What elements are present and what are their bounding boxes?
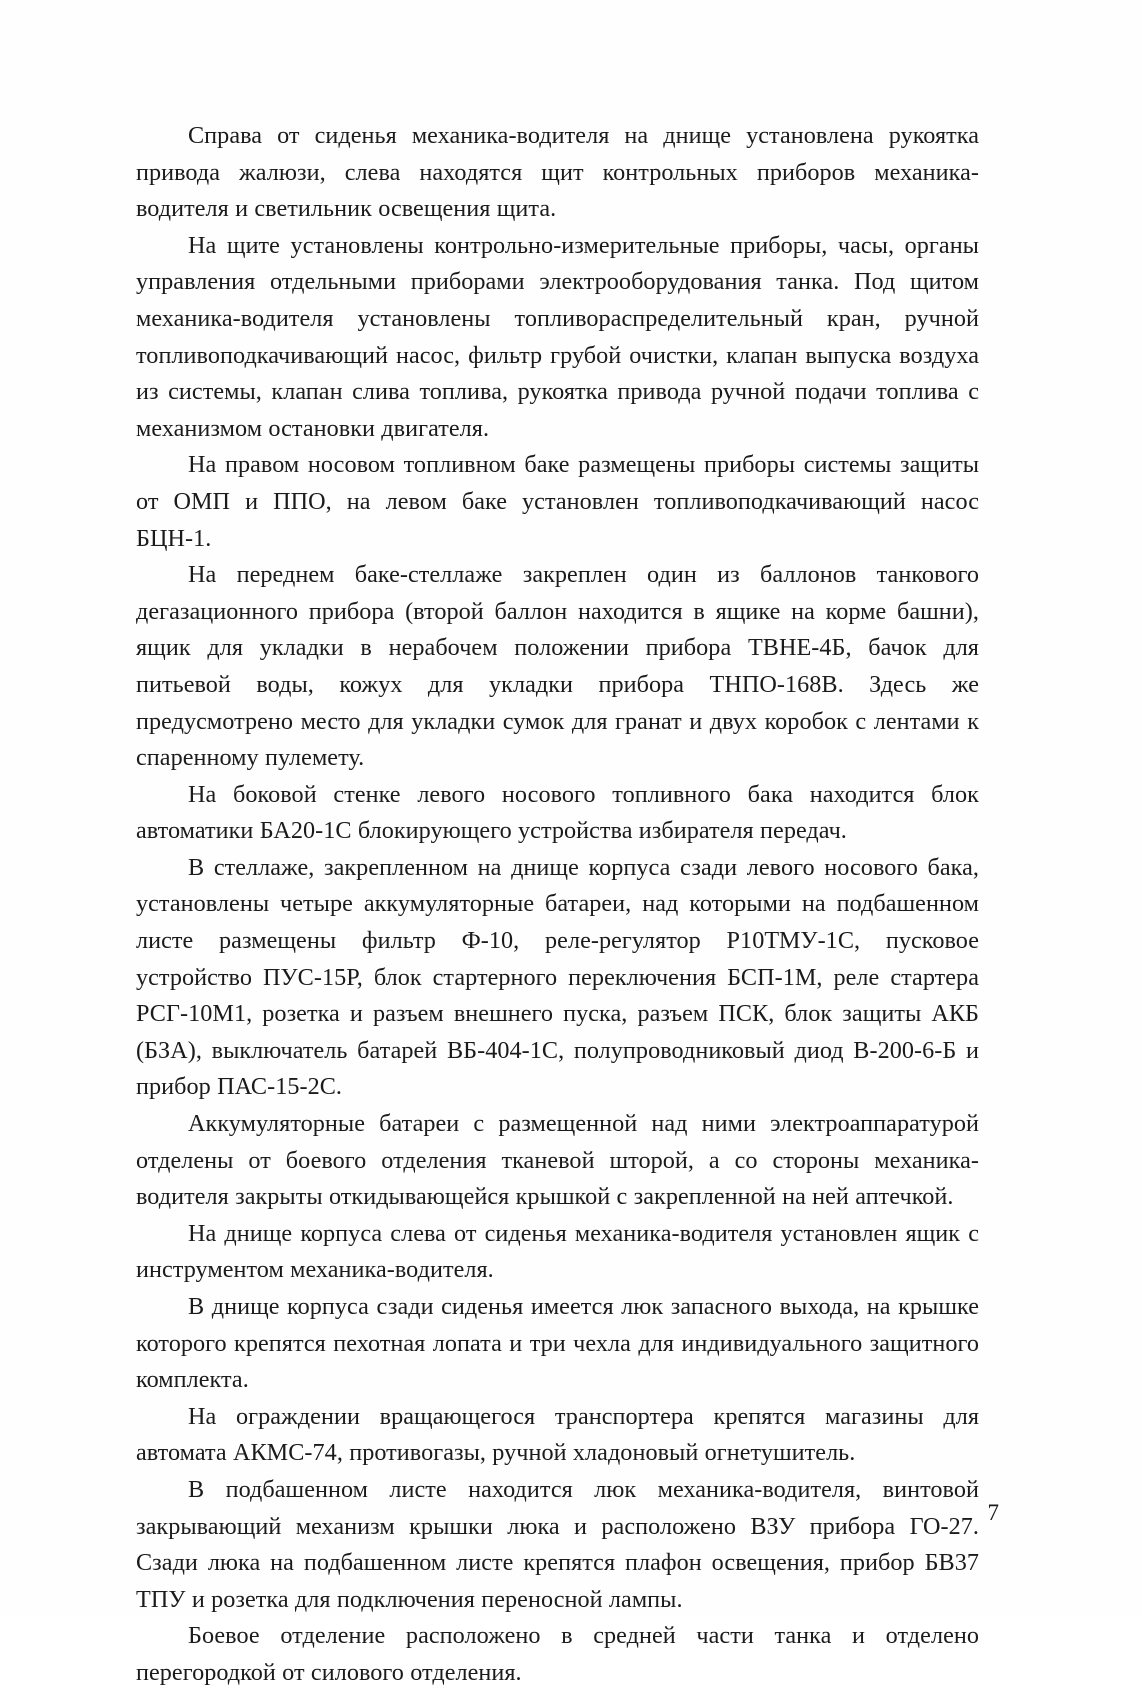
paragraph: На щите установлены контрольно-измерительные приборы, часы, органы управления отдельными приборами электрооборудования танка. Под щитом механика-водителя установлены топливораспределительный кран, ручной топливоподкачивающий насос, фильтр грубой очистки, клапан выпуска воздуха из системы, клапан слива топлива, рукоятка привода ручной подачи топлива с механизмом остановки двигателя. bbox=[136, 231, 979, 442]
paragraph: На боковой стенке левого носового топливного бака находится блок автоматики БА20-1С блокирующего устройства избирателя передач. bbox=[136, 780, 979, 845]
paragraph: Справа от сиденья механика-водителя на днище установлена рукоятка привода жалюзи, слева находятся щит контрольных приборов механика-водителя и светильник освещения щита. bbox=[136, 122, 979, 223]
paragraph: На днище корпуса слева от сиденья механика-водителя установлен ящик с инструментом механика-водителя. bbox=[136, 1219, 979, 1284]
paragraph: Боевое отделение расположено в средней части танка и отделено перегородкой от силового отделения. bbox=[136, 1622, 979, 1686]
page-number: 7 bbox=[987, 1500, 999, 1525]
paragraph: В подбашенном листе находится люк механика-водителя, винтовой закрывающий механизм крышки люка и расположено ВЗУ прибора ГО-27. Сзади люка на подбашенном листе крепятся плафон освещения, прибор БВ37 ТПУ и розетка для подключения переносной лампы. bbox=[136, 1475, 979, 1613]
paragraph: В стеллаже, закрепленном на днище корпуса сзади левого носового бака, установлены четыре аккумуляторные батареи, над которыми на подбашенном листе размещены фильтр Ф-10, реле-регулятор Р10ТМУ-1С, пусковое устройство ПУС-15Р, блок стартерного переключения БСП-1М, реле стартера РСГ-10М1, розетка и разъем внешнего пуска, разъем ПСК, блок защиты АКБ (БЗА), выключатель батарей ВБ-404-1С, полупроводниковый диод В-200-6-Б и прибор ПАС-15-2С. bbox=[136, 853, 979, 1101]
paragraph: На правом носовом топливном баке размещены приборы системы защиты от ОМП и ППО, на левом баке установлен топливоподкачивающий насос БЦН-1. bbox=[136, 451, 979, 552]
paragraph: Аккумуляторные батареи с размещенной над ними электроаппаратурой отделены от боевого отделения тканевой шторой, а со стороны механика-водителя закрыты откидывающейся крышкой с закрепленной на ней аптечкой. bbox=[136, 1110, 979, 1211]
paragraph: На переднем баке-стеллаже закреплен один из баллонов танкового дегазационного прибора (второй баллон находится в ящике на корме башни), ящик для укладки в нерабочем положении прибора ТВНЕ-4Б, бачок для питьевой воды, кожух для укладки прибора ТНПО-168В. Здесь же предусмотрено место для укладки сумок для гранат и двух коробок с лентами к спаренному пулемету. bbox=[136, 561, 979, 772]
paragraph: На ограждении вращающегося транспортера крепятся магазины для автомата АКМС-74, противогазы, ручной хладоновый огнетушитель. bbox=[136, 1402, 979, 1467]
page-body-text bbox=[136, 118, 979, 1692]
paragraph: В днище корпуса сзади сиденья имеется люк запасного выхода, на крышке которого крепятся пехотная лопата и три чехла для индивидуального защитного комплекта. bbox=[136, 1293, 979, 1394]
